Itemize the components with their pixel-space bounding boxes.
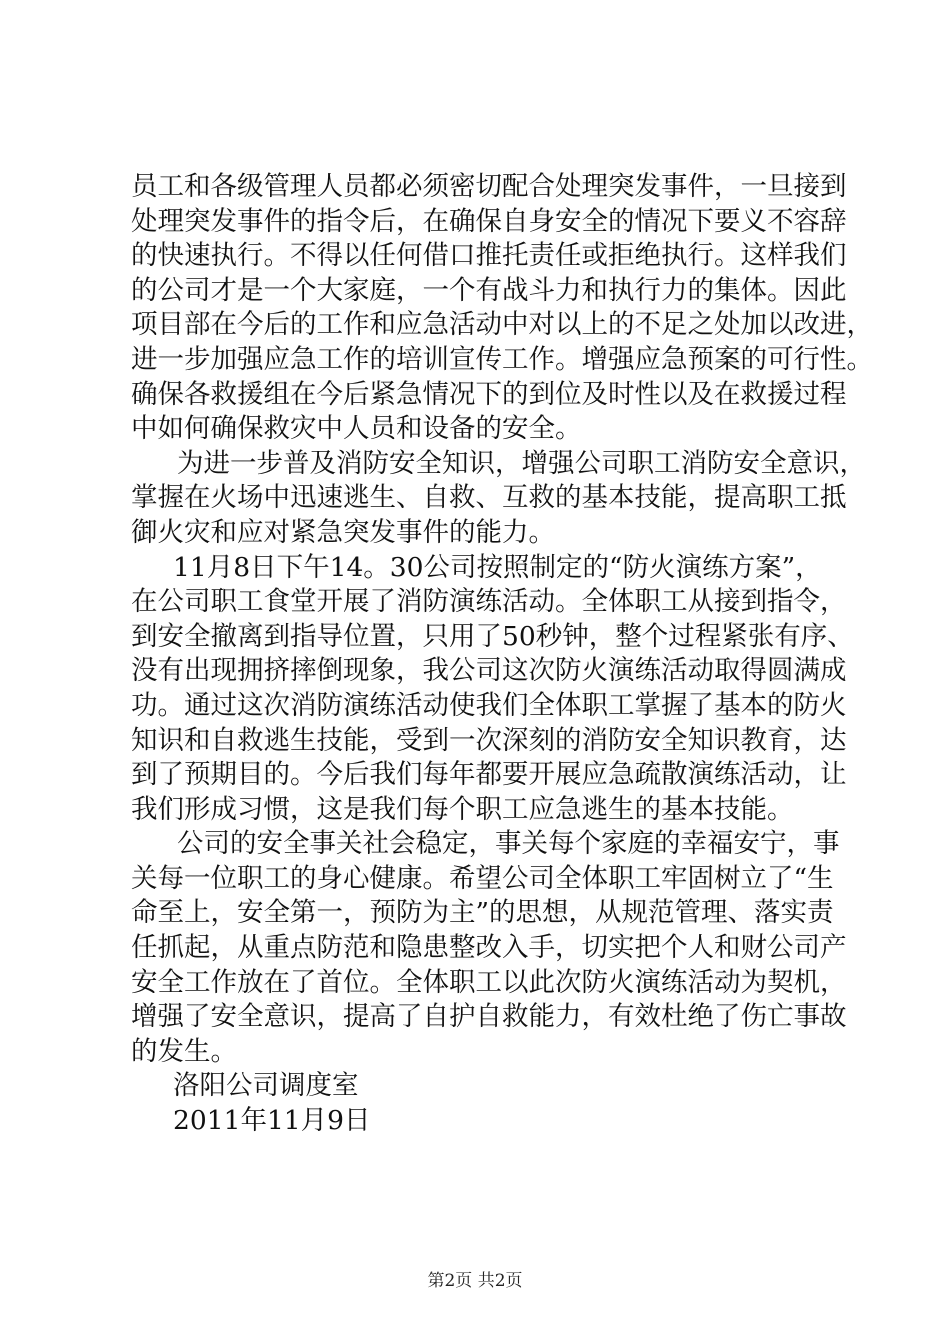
text-line: 增强了安全意识，提高了自护自救能力，有效杜绝了伤亡事故 xyxy=(131,1001,847,1033)
text-line: 的发生。 xyxy=(131,1035,237,1067)
text-line: 的公司才是一个大家庭，一个有战斗力和执行力的集体。因此 xyxy=(131,274,847,306)
paragraph-start-line: 11月8日下午14。30公司按照制定的“防火演练方案”， xyxy=(173,551,822,583)
text-line: 我们形成习惯，这是我们每个职工应急逃生的基本技能。 xyxy=(131,793,794,825)
page-number-footer: 第2页 共2页 xyxy=(427,1271,523,1291)
paragraph-start-line: 为进一步普及消防安全知识，增强公司职工消防安全意识， xyxy=(177,447,866,479)
text-line: 中如何确保救灾中人员和设备的安全。 xyxy=(131,413,582,445)
text-line: 到安全撤离到指导位置，只用了50秒钟，整个过程紧张有序、 xyxy=(131,620,854,652)
paragraph-start-line: 公司的安全事关社会稳定，事关每个家庭的幸福安宁，事 xyxy=(177,828,840,860)
text-line: 员工和各级管理人员都必须密切配合处理突发事件，一旦接到 xyxy=(131,171,847,202)
text-line: 项目部在今后的工作和应急活动中对以上的不足之处加以改进， xyxy=(131,309,873,341)
document-body xyxy=(131,170,873,1139)
text-line: 功。通过这次消防演练活动使我们全体职工掌握了基本的防火 xyxy=(131,689,847,721)
text-line: 掌握在火场中迅速逃生、自救、互救的基本技能，提高职工抵 xyxy=(131,482,847,514)
text-line: 处理突发事件的指令后，在确保自身安全的情况下要义不容辞 xyxy=(131,205,847,237)
text-line: 进一步加强应急工作的培训宣传工作。增强应急预案的可行性。 xyxy=(131,343,873,375)
text-line: 确保各救援组在今后紧急情况下的到位及时性以及在救援过程 xyxy=(131,378,847,410)
text-line: 没有出现拥挤摔倒现象，我公司这次防火演练活动取得圆满成 xyxy=(131,655,847,687)
signature-organization: 洛阳公司调度室 xyxy=(173,1070,359,1102)
text-line: 任抓起，从重点防范和隐患整改入手，切实把个人和财公司产 xyxy=(131,932,847,964)
text-line: 御火灾和应对紧急突发事件的能力。 xyxy=(131,516,555,548)
text-line: 在公司职工食堂开展了消防演练活动。全体职工从接到指令， xyxy=(131,586,847,618)
text-line: 命至上，安全第一，预防为主”的思想，从规范管理、落实责 xyxy=(131,897,834,929)
text-line: 的快速执行。不得以任何借口推托责任或拒绝执行。这样我们 xyxy=(131,240,847,272)
text-line: 安全工作放在了首位。全体职工以此次防火演练活动为契机， xyxy=(131,966,847,998)
text-line: 知识和自救逃生技能，受到一次深刻的消防安全知识教育，达 xyxy=(131,724,847,756)
text-line: 关每一位职工的身心健康。希望公司全体职工牢固树立了“生 xyxy=(131,862,834,894)
text-line: 到了预期目的。今后我们每年都要开展应急疏散演练活动，让 xyxy=(131,759,847,791)
signature-date: 2011年11月9日 xyxy=(173,1105,371,1137)
